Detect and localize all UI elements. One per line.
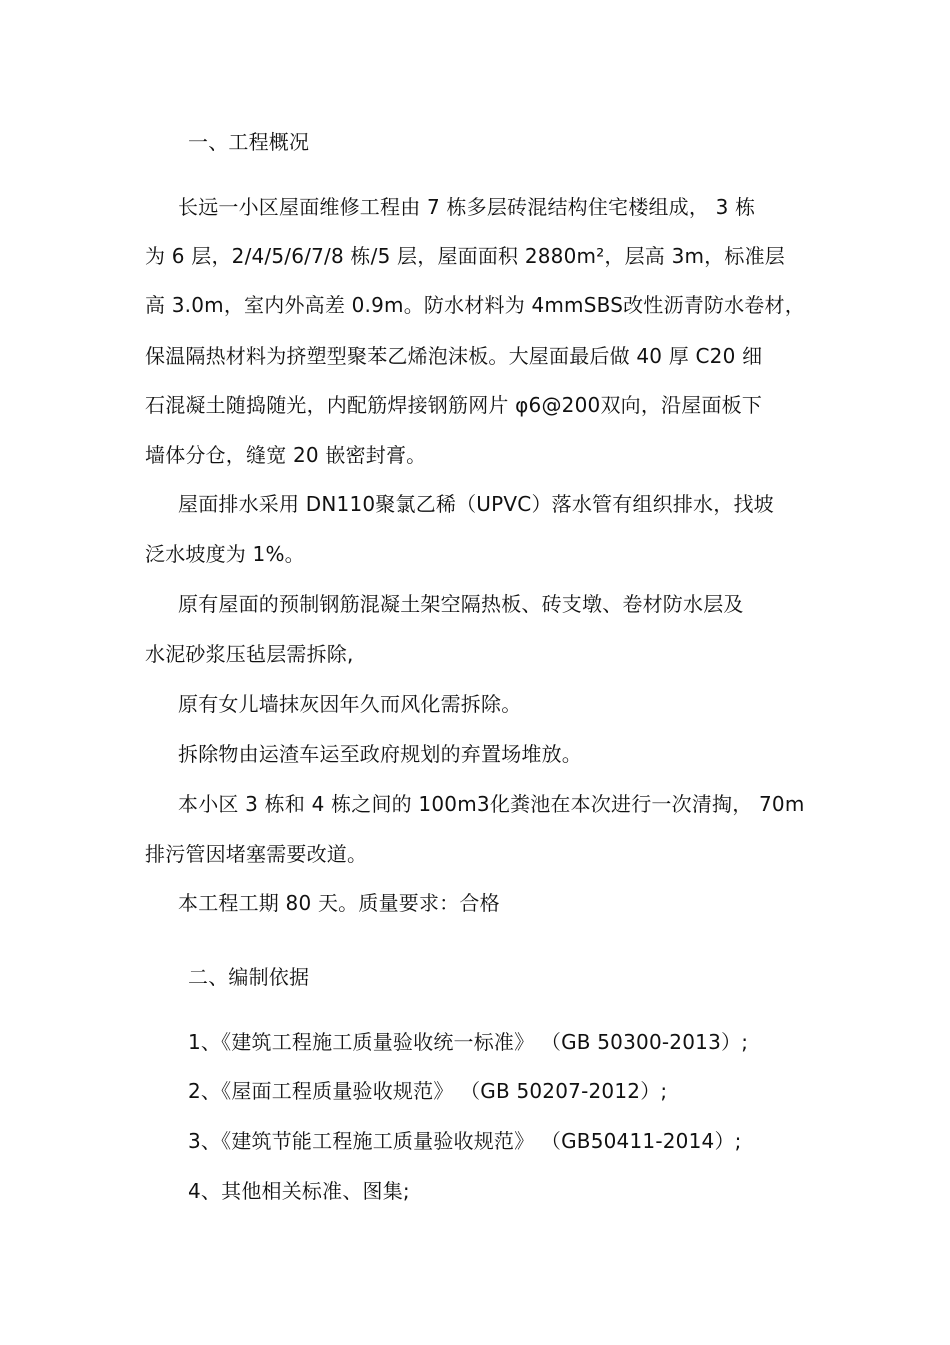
paragraph-line: 本小区 3 栋和 4 栋之间的 100m3化粪池在本次进行一次清掏， 70m [178,792,805,816]
paragraph-line: 原有屋面的预制钢筋混凝土架空隔热板、砖支墩、卷材防水层及 [178,592,744,616]
paragraph-line: 高 3.0m，室内外高差 0.9m。防水材料为 4mmSBS改性沥青防水卷材， [145,293,805,317]
paragraph-line: 保温隔热材料为挤塑型聚苯乙烯泡沫板。大屋面最后做 40 厚 C20 细 [145,344,763,368]
paragraph-line: 拆除物由运渣车运至政府规划的弃置场堆放。 [178,742,582,766]
paragraph-line: 泛水坡度为 1%。 [145,542,305,566]
section2-heading: 二、编制依据 [188,965,310,989]
paragraph-line: 屋面排水采用 DN110聚氯乙稀（UPVC）落水管有组织排水，找坡 [178,492,774,516]
paragraph-line: 排污管因堵塞需要改道。 [145,842,368,866]
paragraph-line: 原有女儿墙抹灰因年久而风化需拆除。 [178,692,522,716]
section1-heading: 一、工程概况 [188,130,310,154]
paragraph-line: 墙体分仓，缝宽 20 嵌密封膏。 [145,443,427,467]
reference-item: 3、《建筑节能工程施工质量验收规范》 （GB50411-2014）; [188,1129,742,1153]
paragraph-line: 水泥砂浆压毡层需拆除, [145,642,354,666]
reference-item: 2、《屋面工程质量验收规范》 （GB 50207-2012）; [188,1079,668,1103]
paragraph-line: 本工程工期 80 天。质量要求：合格 [178,891,500,915]
reference-item: 1、《建筑工程施工质量验收统一标准》 （GB 50300-2013）; [188,1030,749,1054]
reference-item: 4、其他相关标准、图集; [188,1179,410,1203]
paragraph-line: 长远一小区屋面维修工程由 7 栋多层砖混结构住宅楼组成， 3 栋 [178,195,756,219]
paragraph-line: 石混凝土随捣随光，内配筋焊接钢筋网片 φ6@200双向，沿屋面板下 [145,393,763,417]
paragraph-line: 为 6 层，2/4/5/6/7/8 栋/5 层，屋面面积 2880m²，层高 3m，标准层 [145,244,785,268]
